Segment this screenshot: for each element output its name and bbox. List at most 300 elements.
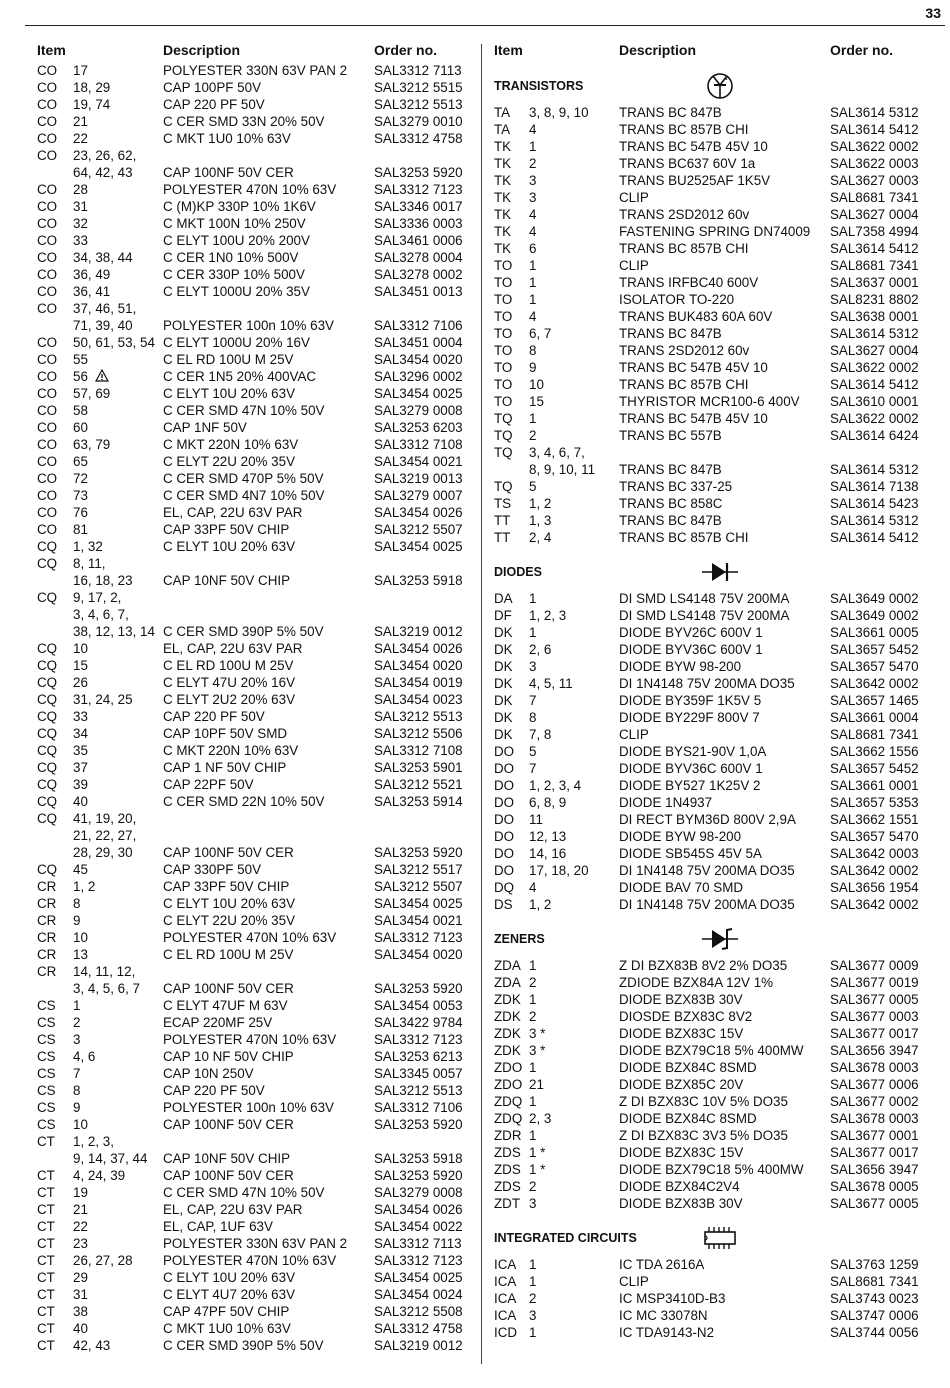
item-order-no: SAL3656 3947 bbox=[830, 1162, 919, 1177]
item-order-no: SAL3657 5470 bbox=[830, 829, 919, 844]
item-description: POLYESTER 470N 10% 63V bbox=[163, 1032, 337, 1047]
item-order-no: SAL8681 7341 bbox=[830, 727, 919, 742]
item-code: CS bbox=[37, 1117, 56, 1132]
item-code: ZDK bbox=[494, 1009, 521, 1024]
table-row bbox=[37, 164, 477, 181]
item-description: ISOLATOR TO-220 bbox=[619, 292, 735, 307]
table-row bbox=[37, 827, 477, 844]
table-row bbox=[37, 130, 477, 147]
item-refs: 41, 19, 20, bbox=[73, 811, 137, 826]
item-order-no: SAL3312 7123 bbox=[374, 182, 463, 197]
item-code: ZDA bbox=[494, 975, 521, 990]
item-description: ZDIODE BZX84A 12V 1% bbox=[619, 975, 774, 990]
item-refs: 4 bbox=[529, 880, 537, 895]
table-row bbox=[494, 641, 934, 658]
item-refs: 2 bbox=[529, 156, 537, 171]
item-code: TO bbox=[494, 309, 513, 324]
item-description: DIODE BYV36C 600V 1 bbox=[619, 761, 763, 776]
item-order-no: SAL3312 7106 bbox=[374, 318, 463, 333]
table-row bbox=[494, 692, 934, 709]
table-row bbox=[494, 862, 934, 879]
item-description: DI 1N4148 75V 200MA DO35 bbox=[619, 676, 795, 691]
item-description: TRANS BC 547B 45V 10 bbox=[619, 360, 768, 375]
item-code: DK bbox=[494, 693, 513, 708]
item-code: CR bbox=[37, 879, 57, 894]
item-order-no: SAL3253 5901 bbox=[374, 760, 463, 775]
item-code: ICA bbox=[494, 1291, 517, 1306]
item-order-no: SAL3614 7138 bbox=[830, 479, 919, 494]
table-row bbox=[37, 640, 477, 657]
table-row bbox=[37, 1099, 477, 1116]
item-description: DIODE BZX85C 20V bbox=[619, 1077, 744, 1092]
table-row bbox=[494, 879, 934, 896]
item-code: CO bbox=[37, 131, 58, 146]
table-row bbox=[37, 657, 477, 674]
item-description: DIODE BYW 98-200 bbox=[619, 659, 742, 674]
item-description: DIODE BZX83C 15V bbox=[619, 1145, 744, 1160]
item-code: CQ bbox=[37, 811, 58, 826]
table-row bbox=[494, 444, 934, 461]
item-description: DIODE BZX84C 8SMD bbox=[619, 1111, 757, 1126]
item-refs: 50, 61, 53, 54 bbox=[73, 335, 155, 350]
item-order-no: SAL3212 5515 bbox=[374, 80, 463, 95]
right-rows bbox=[494, 62, 934, 1341]
item-refs: 15 bbox=[73, 658, 88, 673]
item-refs: 23, 26, 62, bbox=[73, 148, 137, 163]
item-description: CAP 47PF 50V CHIP bbox=[163, 1304, 290, 1319]
item-description: DIODE BZX79C18 5% 400MW bbox=[619, 1043, 804, 1058]
item-refs: 7 bbox=[529, 761, 537, 776]
item-code: CT bbox=[37, 1287, 55, 1302]
right-parts-column bbox=[494, 42, 934, 1341]
table-row bbox=[494, 1093, 934, 1110]
table-row bbox=[37, 1201, 477, 1218]
item-order-no: SAL3763 1259 bbox=[830, 1257, 919, 1272]
table-row bbox=[494, 1290, 934, 1307]
table-row bbox=[494, 172, 934, 189]
table-row bbox=[37, 555, 477, 572]
item-code: CT bbox=[37, 1168, 55, 1183]
item-refs: 2 bbox=[73, 1015, 81, 1030]
item-description: TRANS 2SD2012 60v bbox=[619, 207, 750, 222]
item-refs: 34 bbox=[73, 726, 88, 741]
table-row bbox=[37, 317, 477, 334]
item-description: POLYESTER 470N 10% 63V bbox=[163, 930, 337, 945]
item-refs: 21 bbox=[73, 114, 88, 129]
item-code: TO bbox=[494, 326, 513, 341]
item-refs: 1, 2 bbox=[529, 496, 552, 511]
item-code: DK bbox=[494, 676, 513, 691]
item-refs: 73 bbox=[73, 488, 88, 503]
item-refs: 65 bbox=[73, 454, 88, 469]
item-description: DIODE BAV 70 SMD bbox=[619, 880, 744, 895]
item-refs: 1 * bbox=[529, 1145, 546, 1160]
header-description: Description bbox=[619, 42, 697, 58]
item-refs: 10 bbox=[73, 641, 88, 656]
item-description: DIODE BYS21-90V 1,0A bbox=[619, 744, 767, 759]
table-row bbox=[37, 1048, 477, 1065]
item-refs: 7 bbox=[529, 693, 537, 708]
item-refs: 31 bbox=[73, 1287, 88, 1302]
item-description: THYRISTOR MCR100-6 400V bbox=[619, 394, 800, 409]
item-code: TQ bbox=[494, 428, 513, 443]
item-code: CT bbox=[37, 1134, 55, 1149]
item-refs: 58 bbox=[73, 403, 88, 418]
item-description: C EL RD 100U M 25V bbox=[163, 352, 294, 367]
item-refs: 1, 3 bbox=[529, 513, 552, 528]
item-refs: 1 bbox=[529, 1325, 537, 1340]
table-row bbox=[37, 487, 477, 504]
header-rule bbox=[25, 25, 945, 26]
item-order-no: SAL3219 0012 bbox=[374, 1338, 463, 1353]
item-refs: 1, 32 bbox=[73, 539, 103, 554]
item-refs: 40 bbox=[73, 1321, 88, 1336]
item-refs: 40 bbox=[73, 794, 88, 809]
item-refs: 4, 5, 11 bbox=[529, 676, 573, 691]
item-description: TRANS BC 847B bbox=[619, 105, 722, 120]
item-refs: 13 bbox=[73, 947, 88, 962]
item-order-no: SAL3212 5521 bbox=[374, 777, 463, 792]
item-description: DIODE BY229F 800V 7 bbox=[619, 710, 760, 725]
item-description: C ELYT 47UF M 63V bbox=[163, 998, 288, 1013]
item-description: DIODE SB545S 45V 5A bbox=[619, 846, 762, 861]
item-description: DIODE BZX83B 30V bbox=[619, 992, 743, 1007]
table-row bbox=[494, 760, 934, 777]
item-description: C EL RD 100U M 25V bbox=[163, 658, 294, 673]
table-row bbox=[37, 674, 477, 691]
item-description: CAP 10PF 50V SMD bbox=[163, 726, 288, 741]
item-description: EL, CAP, 22U 63V PAR bbox=[163, 505, 303, 520]
table-row bbox=[494, 461, 934, 478]
item-refs: 19, 74 bbox=[73, 97, 111, 112]
item-order-no: SAL3614 5412 bbox=[830, 530, 919, 545]
item-code: ZDK bbox=[494, 1043, 521, 1058]
item-description: TRANS BC 847B bbox=[619, 513, 722, 528]
item-code: CS bbox=[37, 1032, 56, 1047]
item-code: CQ bbox=[37, 777, 58, 792]
item-description: POLYESTER 470N 10% 63V bbox=[163, 182, 337, 197]
table-row bbox=[37, 521, 477, 538]
item-code: CO bbox=[37, 250, 58, 265]
item-description: C ELYT 100U 20% 200V bbox=[163, 233, 310, 248]
table-row bbox=[494, 1195, 934, 1212]
item-description: IC MSP3410D-B3 bbox=[619, 1291, 726, 1306]
table-row bbox=[37, 266, 477, 283]
item-code: CT bbox=[37, 1202, 55, 1217]
item-refs: 31 bbox=[73, 199, 88, 214]
left-parts-column bbox=[37, 42, 477, 1354]
item-order-no: SAL3312 4758 bbox=[374, 131, 463, 146]
item-refs: 6, 8, 9 bbox=[529, 795, 567, 810]
item-description: EL, CAP, 22U 63V PAR bbox=[163, 1202, 303, 1217]
item-order-no: SAL3296 0002 bbox=[374, 369, 463, 384]
item-order-no: SAL3454 0020 bbox=[374, 658, 463, 673]
item-description: C CER 1N5 20% 400VAC bbox=[163, 369, 317, 384]
item-description: TRANS BC 857B CHI bbox=[619, 241, 749, 256]
item-code: ZDA bbox=[494, 958, 521, 973]
item-code: CS bbox=[37, 998, 56, 1013]
table-row bbox=[37, 232, 477, 249]
item-code: CT bbox=[37, 1236, 55, 1251]
item-description: C EL RD 100U M 25V bbox=[163, 947, 294, 962]
item-order-no: SAL3627 0003 bbox=[830, 173, 919, 188]
item-order-no: SAL3747 0006 bbox=[830, 1308, 919, 1323]
item-refs: 2 bbox=[529, 428, 537, 443]
item-description: ECAP 220MF 25V bbox=[163, 1015, 273, 1030]
item-order-no: SAL3677 0005 bbox=[830, 992, 919, 1007]
item-code: DO bbox=[494, 829, 515, 844]
item-order-no: SAL3253 5920 bbox=[374, 981, 463, 996]
item-order-no: SAL3649 0002 bbox=[830, 591, 919, 606]
item-refs: 39 bbox=[73, 777, 88, 792]
table-row bbox=[37, 334, 477, 351]
item-description: POLYESTER 100n 10% 63V bbox=[163, 1100, 334, 1115]
item-description: TRANS BUK483 60A 60V bbox=[619, 309, 773, 324]
item-order-no: SAL3657 5452 bbox=[830, 642, 919, 657]
item-code: CO bbox=[37, 199, 58, 214]
item-description: CAP 1NF 50V bbox=[163, 420, 247, 435]
item-refs: 22 bbox=[73, 1219, 88, 1234]
table-row bbox=[494, 427, 934, 444]
item-refs: 15 bbox=[529, 394, 544, 409]
table-row bbox=[37, 538, 477, 555]
item-code: CO bbox=[37, 369, 58, 384]
item-order-no: SAL3454 0026 bbox=[374, 641, 463, 656]
item-refs: 3 * bbox=[529, 1043, 546, 1058]
item-refs: 2, 6 bbox=[529, 642, 552, 657]
item-refs: 71, 39, 40 bbox=[73, 318, 133, 333]
table-row bbox=[37, 436, 477, 453]
item-code: ZDS bbox=[494, 1162, 521, 1177]
table-row bbox=[494, 410, 934, 427]
item-refs: 3 bbox=[529, 659, 537, 674]
table-row bbox=[37, 861, 477, 878]
table-row bbox=[494, 223, 934, 240]
item-description: DIODE BZX83C 15V bbox=[619, 1026, 744, 1041]
table-row bbox=[37, 589, 477, 606]
item-order-no: SAL3614 5312 bbox=[830, 462, 919, 477]
item-order-no: SAL3622 0003 bbox=[830, 156, 919, 171]
item-order-no: SAL3422 9784 bbox=[374, 1015, 463, 1030]
item-code: TT bbox=[494, 530, 511, 545]
item-description: CAP 100PF 50V bbox=[163, 80, 262, 95]
item-description: C ELYT 1000U 20% 16V bbox=[163, 335, 310, 350]
item-refs: 2, 4 bbox=[529, 530, 552, 545]
item-refs: 1 * bbox=[529, 1162, 546, 1177]
item-refs: 4 bbox=[529, 309, 537, 324]
item-order-no: SAL3212 5513 bbox=[374, 97, 463, 112]
item-description: CAP 100NF 50V CER bbox=[163, 981, 294, 996]
item-description: C MKT 220N 10% 63V bbox=[163, 743, 299, 758]
table-row bbox=[494, 325, 934, 342]
item-order-no: SAL3212 5513 bbox=[374, 1083, 463, 1098]
item-order-no: SAL3637 0001 bbox=[830, 275, 919, 290]
item-code: CO bbox=[37, 505, 58, 520]
item-refs: 21 bbox=[529, 1077, 544, 1092]
item-order-no: SAL3279 0007 bbox=[374, 488, 463, 503]
item-refs: 26, 27, 28 bbox=[73, 1253, 133, 1268]
item-refs: 4 bbox=[529, 207, 537, 222]
item-description: C (M)KP 330P 10% 1K6V bbox=[163, 199, 316, 214]
item-refs: 21 bbox=[73, 1202, 88, 1217]
item-refs: 38, 12, 13, 14 bbox=[73, 624, 155, 639]
item-description: C CER SMD 4N7 10% 50V bbox=[163, 488, 325, 503]
item-description: CAP 220 PF 50V bbox=[163, 709, 265, 724]
item-code: CO bbox=[37, 301, 58, 316]
item-refs: 1 bbox=[529, 1128, 537, 1143]
item-refs: 9 bbox=[73, 913, 81, 928]
item-code: CT bbox=[37, 1219, 55, 1234]
item-order-no: SAL3614 5412 bbox=[830, 122, 919, 137]
item-order-no: SAL3454 0025 bbox=[374, 896, 463, 911]
item-code: DK bbox=[494, 659, 513, 674]
item-refs: 3, 4, 6, 7, bbox=[73, 607, 129, 622]
item-code: CR bbox=[37, 964, 57, 979]
item-order-no: SAL3662 1556 bbox=[830, 744, 919, 759]
item-refs: 2 bbox=[529, 975, 537, 990]
item-refs: 1 bbox=[529, 1274, 537, 1289]
item-order-no: SAL3312 4758 bbox=[374, 1321, 463, 1336]
item-code: CQ bbox=[37, 539, 58, 554]
item-refs: 1 bbox=[529, 292, 537, 307]
table-row bbox=[37, 1150, 477, 1167]
table-row bbox=[494, 1042, 934, 1059]
item-code: ZDR bbox=[494, 1128, 522, 1143]
item-order-no: SAL3614 5412 bbox=[830, 241, 919, 256]
item-code: CO bbox=[37, 471, 58, 486]
item-code: TO bbox=[494, 377, 513, 392]
table-row bbox=[37, 623, 477, 640]
table-row bbox=[494, 607, 934, 624]
item-description: C ELYT 22U 20% 35V bbox=[163, 454, 295, 469]
item-code: TK bbox=[494, 156, 512, 171]
table-row bbox=[494, 777, 934, 794]
item-code: TO bbox=[494, 292, 513, 307]
item-description: TRANS IRFBC40 600V bbox=[619, 275, 759, 290]
item-order-no: SAL3253 5920 bbox=[374, 165, 463, 180]
table-row bbox=[37, 351, 477, 368]
item-refs: 1 bbox=[529, 625, 537, 640]
item-code: CQ bbox=[37, 794, 58, 809]
item-description: CAP 10NF 50V CHIP bbox=[163, 1151, 291, 1166]
item-description: CAP 10 NF 50V CHIP bbox=[163, 1049, 294, 1064]
item-code: CQ bbox=[37, 692, 58, 707]
table-row bbox=[37, 283, 477, 300]
table-row bbox=[494, 359, 934, 376]
item-code: CO bbox=[37, 335, 58, 350]
item-description: CAP 100NF 50V CER bbox=[163, 1117, 294, 1132]
item-code: CQ bbox=[37, 658, 58, 673]
item-refs: 3 bbox=[529, 1308, 537, 1323]
table-row bbox=[494, 104, 934, 121]
item-code: DO bbox=[494, 744, 515, 759]
item-order-no: SAL3614 5312 bbox=[830, 105, 919, 120]
item-description: TRANS BC 847B bbox=[619, 326, 722, 341]
item-order-no: SAL3638 0001 bbox=[830, 309, 919, 324]
table-row bbox=[494, 1110, 934, 1127]
item-order-no: SAL3642 0003 bbox=[830, 846, 919, 861]
section-title: DIODES bbox=[494, 565, 542, 579]
item-code: TA bbox=[494, 105, 511, 120]
item-description: DI 1N4148 75V 200MA DO35 bbox=[619, 897, 795, 912]
item-description: C MKT 220N 10% 63V bbox=[163, 437, 299, 452]
item-order-no: SAL3656 3947 bbox=[830, 1043, 919, 1058]
item-order-no: SAL3614 5312 bbox=[830, 326, 919, 341]
table-row bbox=[494, 1127, 934, 1144]
item-code: TK bbox=[494, 173, 512, 188]
item-refs: 8 bbox=[529, 710, 537, 725]
table-row bbox=[37, 470, 477, 487]
table-row bbox=[37, 878, 477, 895]
table-row bbox=[37, 725, 477, 742]
transistor-symbol-icon bbox=[702, 72, 738, 100]
item-order-no: SAL3279 0008 bbox=[374, 403, 463, 418]
item-code: CO bbox=[37, 386, 58, 401]
item-refs: 1 bbox=[529, 1060, 537, 1075]
table-row bbox=[494, 1273, 934, 1290]
item-refs: 42, 43 bbox=[73, 1338, 111, 1353]
item-order-no: SAL3454 0023 bbox=[374, 692, 463, 707]
item-code: DK bbox=[494, 727, 513, 742]
item-order-no: SAL8231 8802 bbox=[830, 292, 919, 307]
item-refs: 1 bbox=[529, 1094, 537, 1109]
item-description: CAP 220 PF 50V bbox=[163, 97, 265, 112]
item-description: TRANS BC 557B bbox=[619, 428, 722, 443]
item-refs: 3, 4, 5, 6, 7 bbox=[73, 981, 140, 996]
item-code: ICA bbox=[494, 1257, 517, 1272]
item-code: CR bbox=[37, 913, 57, 928]
item-description: Z DI BZX83B 8V2 2% DO35 bbox=[619, 958, 788, 973]
item-code: CO bbox=[37, 437, 58, 452]
table-row bbox=[494, 291, 934, 308]
item-description: DIODE BZX79C18 5% 400MW bbox=[619, 1162, 804, 1177]
item-description: C ELYT 4U7 20% 63V bbox=[163, 1287, 295, 1302]
item-order-no: SAL3662 1551 bbox=[830, 812, 919, 827]
table-row bbox=[37, 1320, 477, 1337]
table-row bbox=[37, 1269, 477, 1286]
item-order-no: SAL3312 7108 bbox=[374, 437, 463, 452]
column-divider bbox=[481, 44, 482, 1364]
item-description: TRANS BC 337-25 bbox=[619, 479, 733, 494]
item-code: DO bbox=[494, 761, 515, 776]
item-order-no: SAL3312 7113 bbox=[374, 63, 462, 78]
section-heading bbox=[494, 72, 934, 100]
item-order-no: SAL3677 0009 bbox=[830, 958, 919, 973]
item-refs: 63, 79 bbox=[73, 437, 111, 452]
item-order-no: SAL3657 1465 bbox=[830, 693, 919, 708]
item-refs: 8 bbox=[73, 1083, 81, 1098]
item-description: C ELYT 10U 20% 63V bbox=[163, 1270, 295, 1285]
item-order-no: SAL3312 7123 bbox=[374, 930, 463, 945]
item-order-no: SAL3677 0005 bbox=[830, 1196, 919, 1211]
item-refs: 72 bbox=[73, 471, 88, 486]
table-row bbox=[37, 912, 477, 929]
item-code: ICA bbox=[494, 1308, 517, 1323]
item-refs: 18, 29 bbox=[73, 80, 111, 95]
item-order-no: SAL3253 6203 bbox=[374, 420, 463, 435]
table-row bbox=[494, 743, 934, 760]
item-order-no: SAL3212 5507 bbox=[374, 522, 463, 537]
item-description: DIODE BYW 98-200 bbox=[619, 829, 742, 844]
table-row bbox=[37, 1082, 477, 1099]
item-code: CO bbox=[37, 352, 58, 367]
table-row bbox=[494, 376, 934, 393]
item-description: POLYESTER 330N 63V PAN 2 bbox=[163, 63, 348, 78]
table-row bbox=[37, 1337, 477, 1354]
table-row bbox=[494, 624, 934, 641]
item-code: DF bbox=[494, 608, 512, 623]
table-row bbox=[494, 590, 934, 607]
